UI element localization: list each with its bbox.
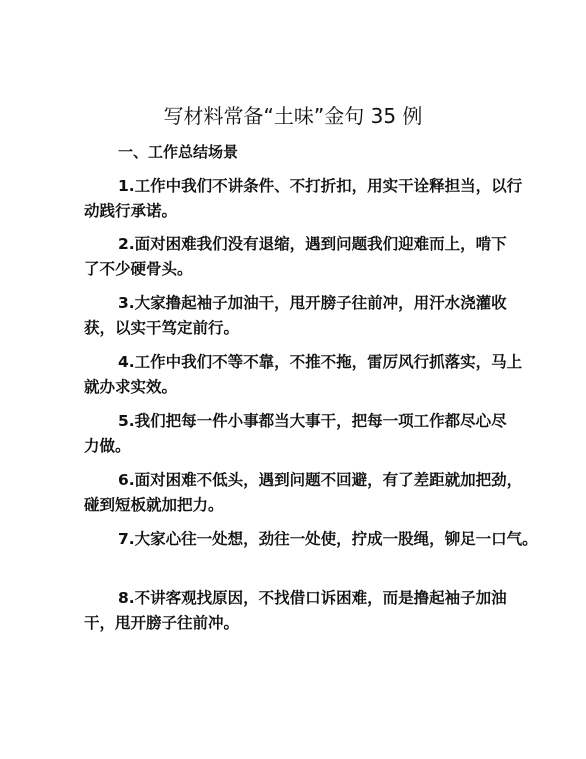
paragraph-line: 碰到短板就加把力。: [84, 496, 224, 514]
paragraph-line: 1.工作中我们不讲条件、不打折扣，用实干诠释担当，以行: [118, 177, 523, 195]
paragraph-line: 3.大家撸起袖子加油干，甩开膀子往前冲，用汗水浇灌收: [118, 294, 507, 312]
paragraph-line: 5.我们把每一件小事都当大事干，把每一项工作都尽心尽: [118, 412, 507, 430]
paragraph-1: [84, 174, 523, 224]
paragraph-line: 就办求实效。: [84, 378, 178, 396]
paragraph-line: 了不少硬骨头。: [84, 260, 193, 278]
section-heading: 一、工作总结场景: [118, 143, 239, 161]
paragraph-line: 2.面对困难我们没有退缩，遇到问题我们迎难而上，啃下: [118, 235, 507, 253]
paragraph-line: 动践行承诺。: [84, 202, 178, 220]
document-title: 写材料常备“土味”金句 35 例: [163, 104, 423, 128]
paragraph-line: 4.工作中我们不等不靠，不推不拖，雷厉风行抓落实，马上: [118, 353, 523, 371]
paragraph-line: 干，甩开膀子往前冲。: [84, 614, 240, 632]
paragraph-line: 力做。: [84, 437, 131, 455]
paragraph-line: 6.面对困难不低头，遇到问题不回避，有了差距就加把劲，: [118, 471, 523, 489]
paragraph-3: [84, 291, 514, 341]
paragraph-6: [84, 468, 523, 518]
paragraph-line: 7.大家心往一处想，劲往一处使，拧成一股绳，铆足一口气。: [118, 530, 538, 548]
paragraph-2: [84, 232, 514, 282]
paragraph-line: 获，以实干笃定前行。: [84, 319, 240, 337]
paragraph-line: 8.不讲客观找原因，不找借口诉困难，而是撸起袖子加油: [118, 589, 507, 607]
paragraph-8: [84, 586, 514, 636]
paragraph-4: [84, 350, 523, 400]
paragraph-5: [84, 409, 514, 459]
paragraph-7: [84, 527, 538, 552]
